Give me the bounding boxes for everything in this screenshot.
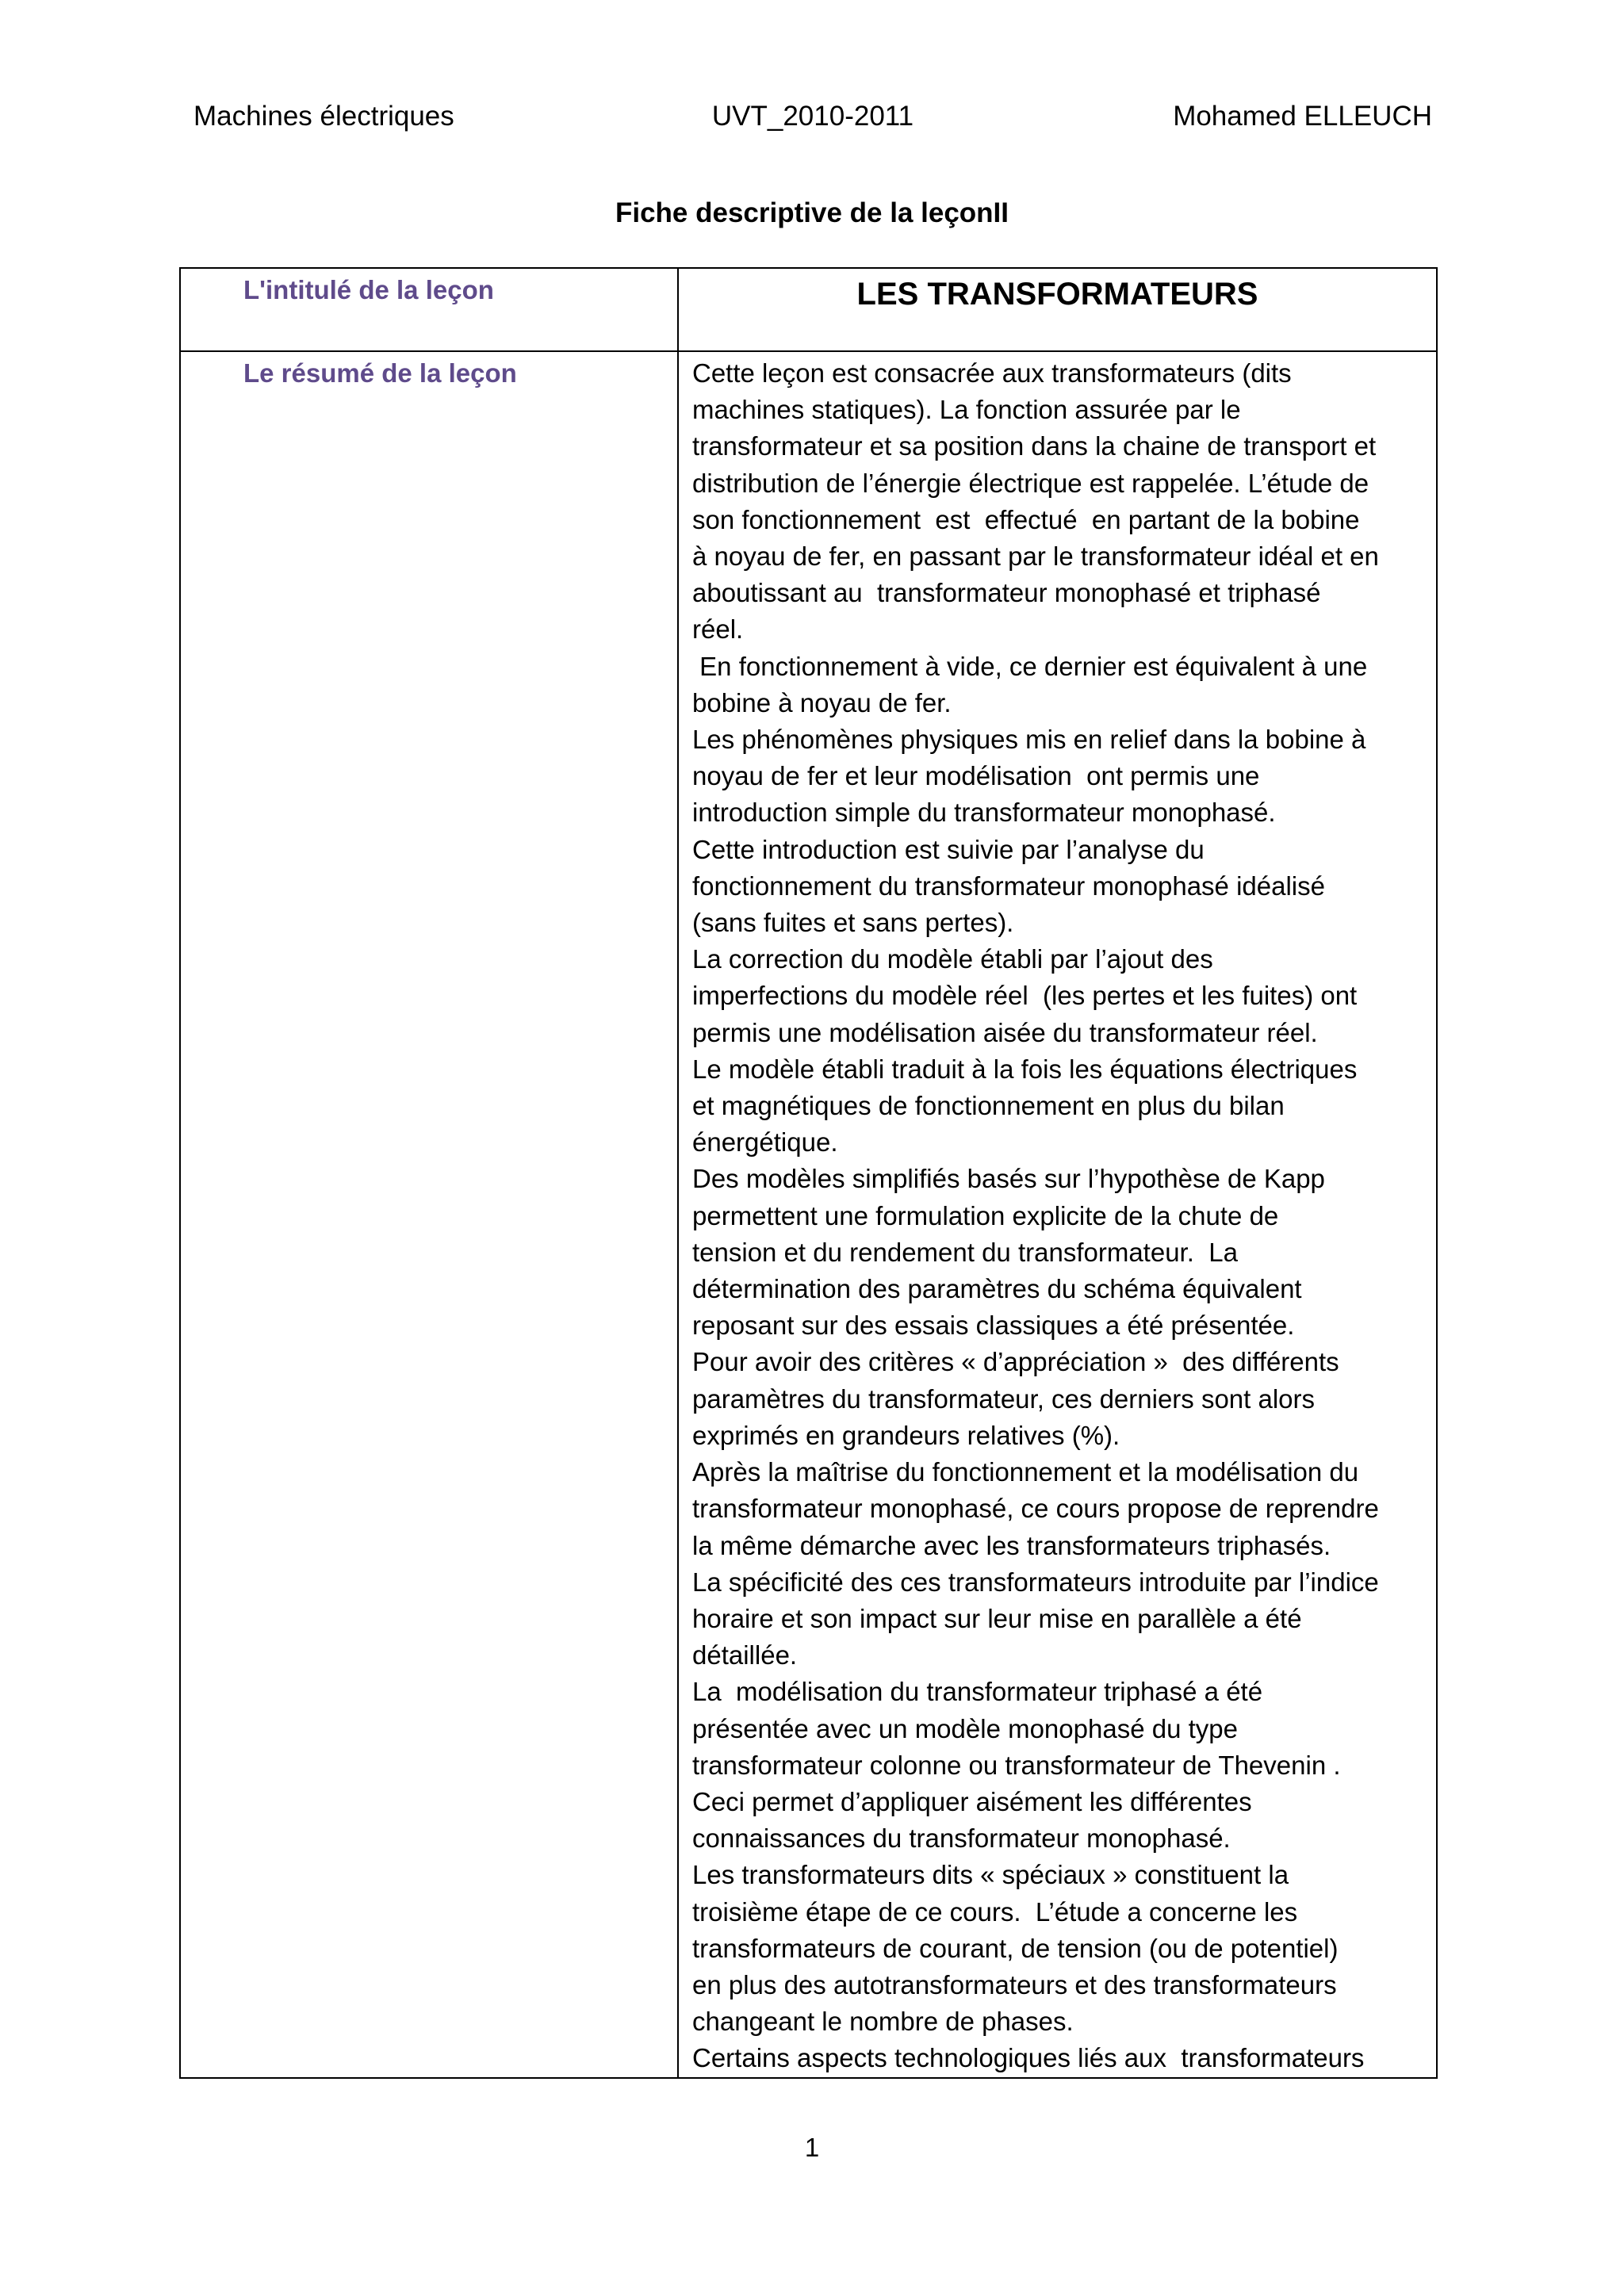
summary-line: Le modèle établi traduit à la fois les équations électriques [692,1054,1358,1084]
summary-line: transformateur monophasé, ce cours propose de reprendre [692,1494,1379,1524]
summary-line: transformateurs de courant, de tension (ou de potentiel) [692,1933,1339,1963]
page-title: Fiche descriptive de la leçonII [615,197,1009,228]
summary-line: Certains aspects technologiques liés aux transformateurs [692,2043,1365,2073]
summary-line: imperfections du modèle réel (les pertes et les fuites) ont [692,981,1358,1011]
page-header [193,97,1432,136]
summary-line: permis une modélisation aisée du transformateur réel. [692,1017,1318,1047]
summary-line: réel. [692,614,744,645]
summary-line: horaire et son impact sur leur mise en parallèle a été [692,1603,1302,1633]
summary-line: et magnétiques de fonctionnement en plus du bilan [692,1091,1285,1121]
summary-line: introduction simple du transformateur monophasé. [692,798,1276,828]
summary-line: présentée avec un modèle monophasé du type [692,1713,1238,1743]
summary-line: détaillée. [692,1640,798,1670]
summary-cell [678,351,1437,2078]
summary-line: paramètres du transformateur, ces derniers sont alors [692,1383,1316,1414]
summary-line: fonctionnement du transformateur monophasé idéalisé [692,871,1325,901]
summary-line: distribution de l’énergie électrique est rappelée. L’étude de [692,468,1369,498]
summary-label-cell [180,351,678,2078]
summary-line: machines statiques). La fonction assurée par le [692,395,1241,425]
lesson-title: LES TRANSFORMATEURS [856,277,1258,312]
table-row-summary [180,351,1437,2078]
lesson-table [179,267,1438,2079]
summary-line: connaissances du transformateur monophasé. [692,1823,1231,1854]
summary-line: tension et du rendement du transformateur. La [692,1237,1238,1267]
summary-line: En fonctionnement à vide, ce dernier est équivalent à une [692,651,1368,681]
summary-line: Les transformateurs dits « spéciaux » constituent la [692,1860,1289,1890]
summary-line: son fonctionnement est effectué en partant de la bobine [692,504,1360,534]
summary-line: Cette introduction est suivie par l’analyse du [692,834,1205,864]
summary-line: reposant sur des essais classiques a été présentée. [692,1311,1295,1341]
header-year: UVT_2010-2011 [711,101,914,132]
summary-line: détermination des paramètres du schéma équivalent [692,1274,1302,1304]
header-course: Machines électriques [193,101,454,132]
summary-line: La modélisation du transformateur triphasé a été [692,1677,1263,1707]
summary-line: la même démarche avec les transformateurs triphasés. [692,1530,1331,1560]
summary-line: Des modèles simplifiés basés sur l’hypothèse de Kapp [692,1164,1325,1194]
summary-line: en plus des autotransformateurs et des transformateurs [692,1969,1337,1999]
summary-line: Les phénomènes physiques mis en relief dans la bobine à [692,725,1366,755]
table-row-title [180,268,1437,351]
lesson-title-cell [678,268,1437,351]
summary-line: La spécificité des ces transformateurs introduite par l’indice [692,1567,1379,1597]
summary-label: Le résumé de la leçon [243,358,517,388]
summary-line: Pour avoir des critères « d’appréciation » des différents [692,1347,1339,1377]
summary-line: (sans fuites et sans pertes). [692,908,1014,938]
summary-line: Après la maîtrise du fonctionnement et la modélisation du [692,1457,1359,1487]
lesson-title-label: L'intitulé de la leçon [243,275,494,304]
summary-line: permettent une formulation explicite de la chute de [692,1200,1279,1230]
header-author: Mohamed ELLEUCH [1173,101,1432,132]
page-number: 1 [804,2133,820,2162]
summary-line: énergétique. [692,1127,838,1158]
lesson-title-label-cell [180,268,678,351]
summary-line: La correction du modèle établi par l’ajout des [692,944,1213,974]
summary-line: transformateur et sa position dans la chaine de transport et [692,431,1377,461]
summary-line: exprimés en grandeurs relatives (%). [692,1420,1120,1450]
summary-line: Cette leçon est consacrée aux transformateurs (dits [692,358,1292,388]
summary-line: bobine à noyau de fer. [692,687,952,718]
summary-line: changeant le nombre de phases. [692,2007,1074,2037]
summary-line: transformateur colonne ou transformateur de Thevenin . [692,1750,1341,1780]
summary-line: troisième étape de ce cours. L’étude a concerne les [692,1896,1298,1927]
summary-line: Ceci permet d’appliquer aisément les différentes [692,1786,1252,1816]
summary-line: aboutissant au transformateur monophasé et triphasé [692,578,1321,608]
summary-line: noyau de fer et leur modélisation ont permis une [692,761,1260,791]
summary-line: à noyau de fer, en passant par le transformateur idéal et en [692,541,1379,572]
summary-text [679,352,1436,2077]
